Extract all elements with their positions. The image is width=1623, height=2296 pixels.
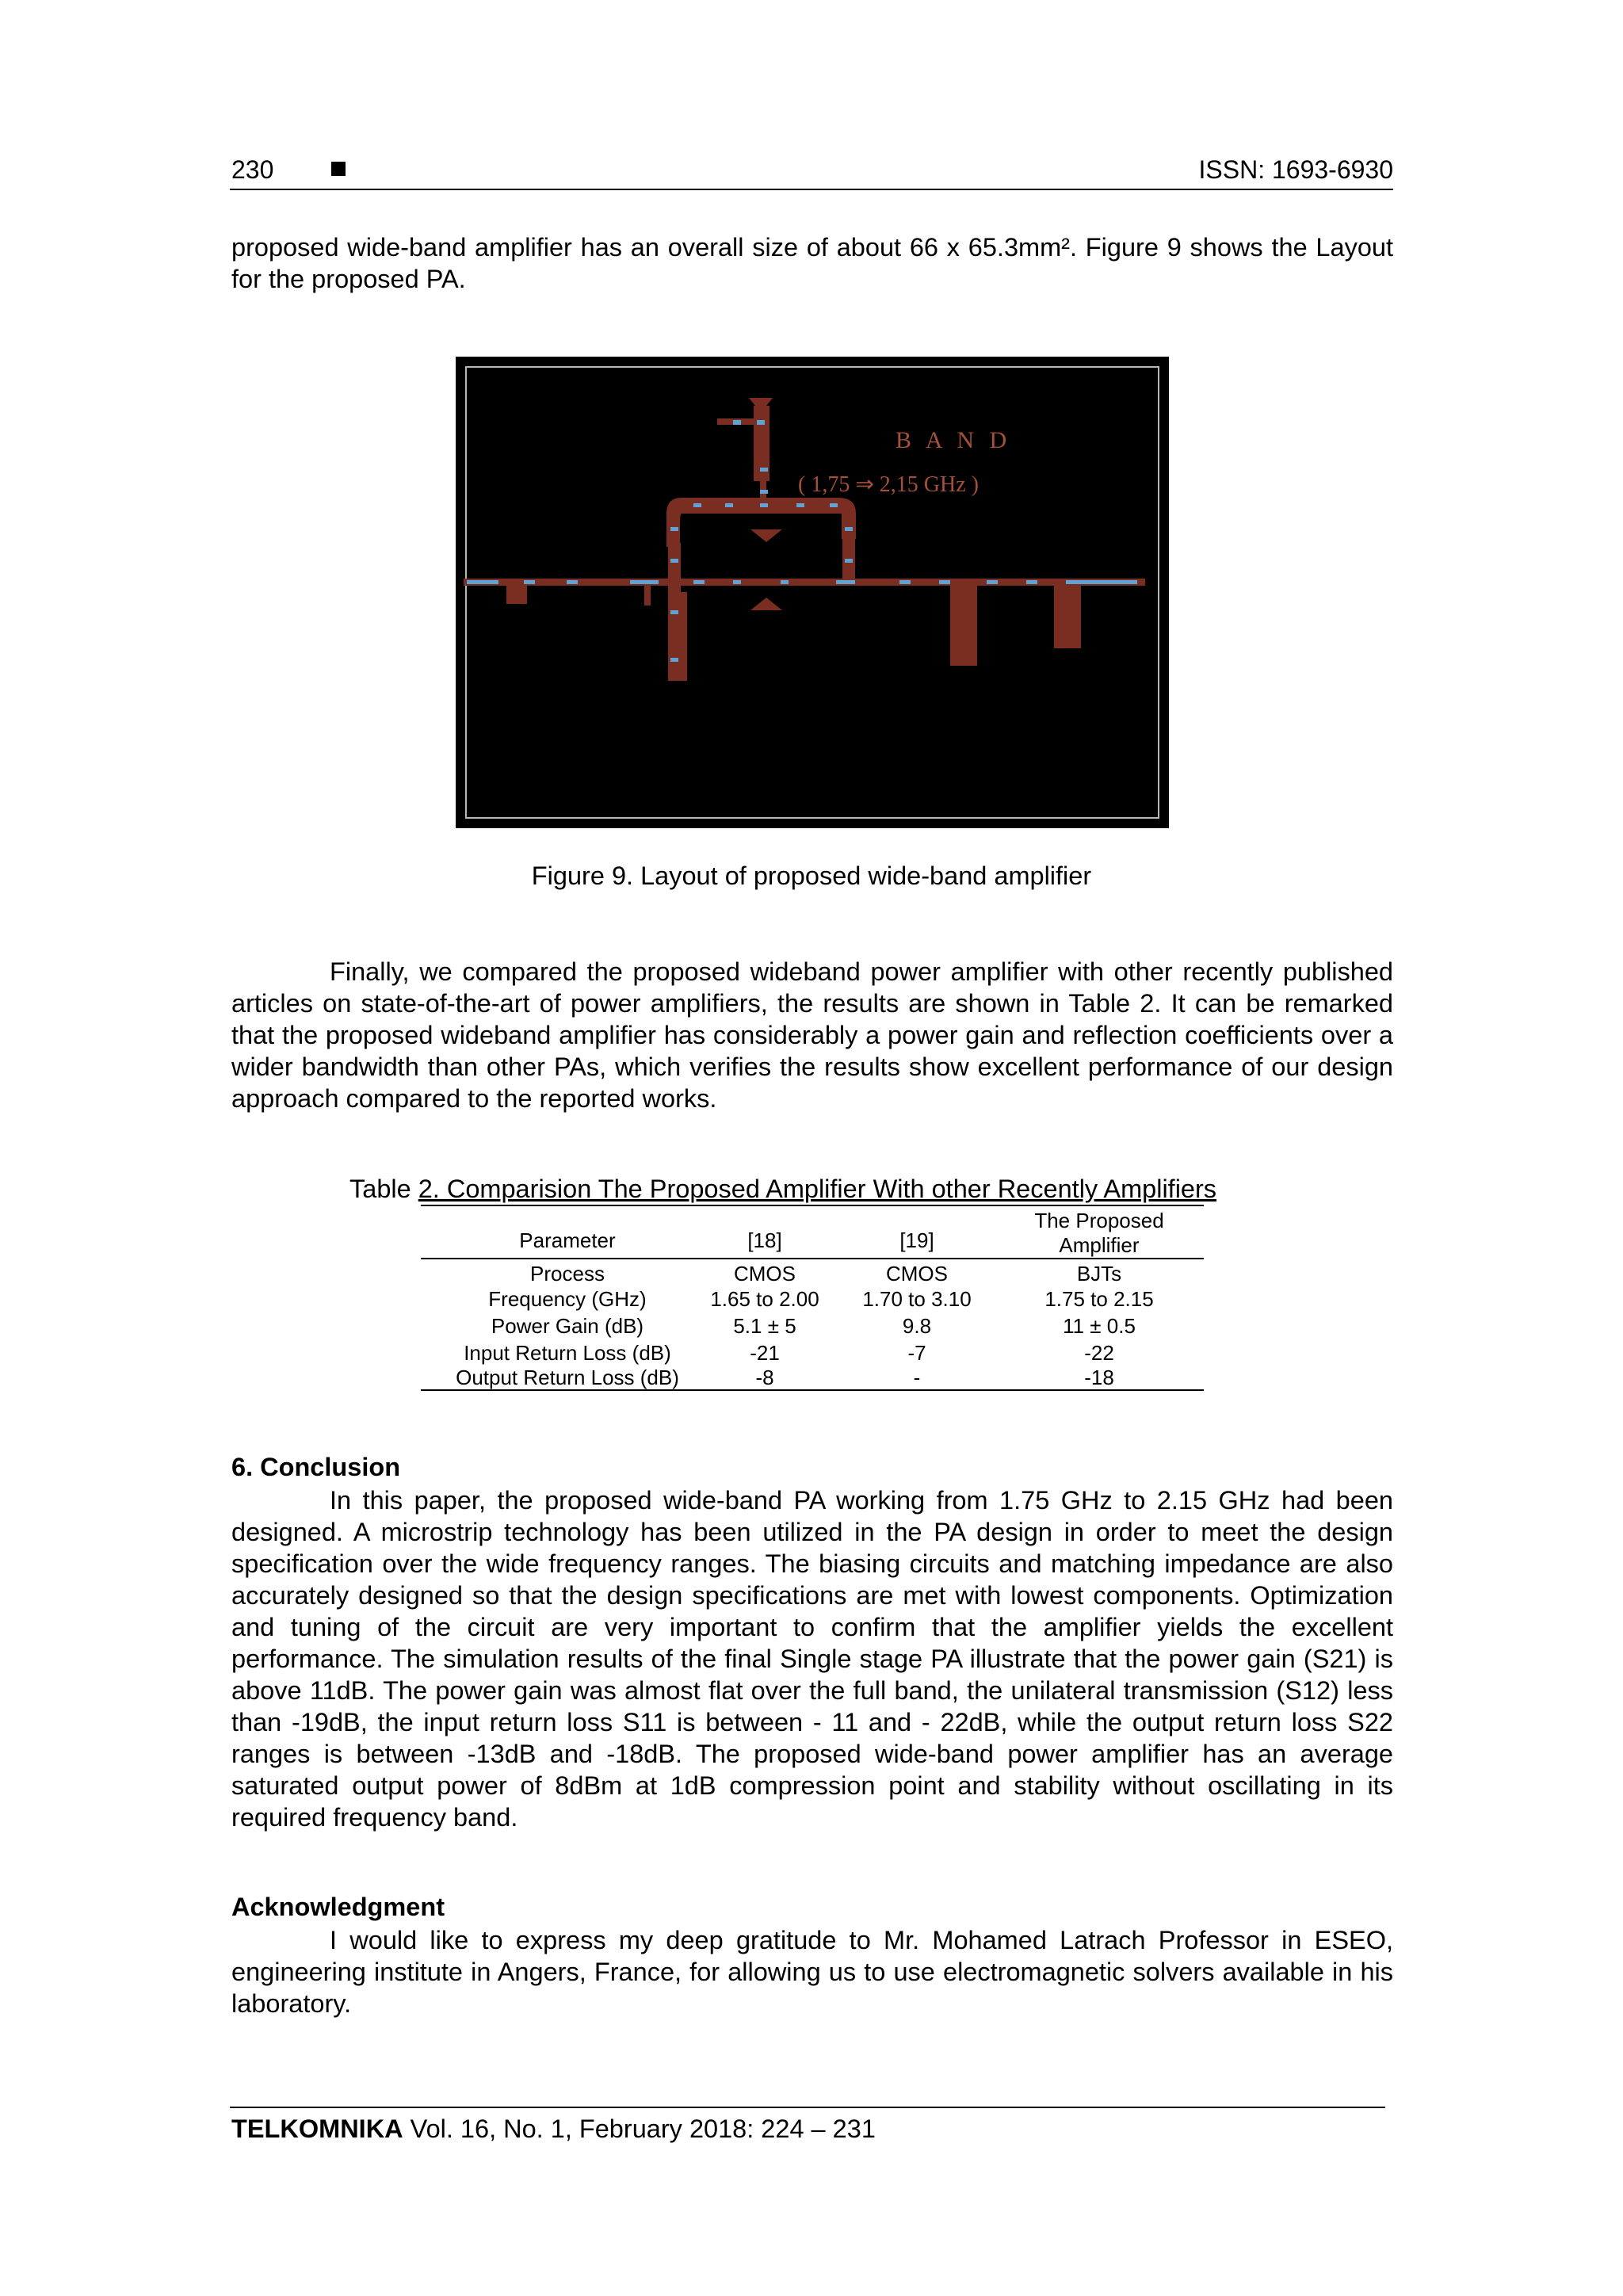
journal-name: TELKOMNIKA [231,2115,403,2143]
table-cell: 1.75 to 2.15 [1044,1287,1154,1311]
table-cell: CMOS [886,1262,948,1286]
footer-rule [230,2107,1385,2108]
header-cell: [18] [747,1228,782,1252]
table-row [421,1341,1204,1366]
table-cell: 1.70 to 3.10 [862,1287,972,1311]
header-cell: Parameter [519,1228,616,1252]
table-cell: 1.65 to 2.00 [710,1287,819,1311]
table-cell: -21 [750,1341,780,1365]
left-small-stub [644,585,651,606]
acknowledgment-heading: Acknowledgment [231,1893,445,1921]
intro-paragraph: proposed wide-band amplifier has an overall size of about 66 x 65.3mm². Figure 9 shows the Layout for the proposed PA. [231,233,1393,293]
header-cell: The Proposed [1034,1209,1164,1232]
table-cell: 11 ± 0.5 [1063,1314,1136,1338]
table-row [421,1314,1204,1339]
comparison-paragraph: Finally, we compared the proposed wideband power amplifier with other recently published articles on state-of-the-art of power amplifiers, the results are shown in Table 2. It can be remarked that the proposed wideband amplifier has considerably a power gain and reflection coefficients over a wider bandwidth than other PAs, which verifies the results show excellent performance of our design approach compared to the reported works. [231,957,1393,1113]
table-header-row-bottom [421,1233,1204,1259]
acknowledgment-paragraph: I would like to express my deep gratitude to Mr. Mohamed Latrach Professor in ESEO, engineering institute in Angers, France, for allowing us to use electromagnetic solvers available in his laboratory. [231,1926,1393,2018]
table-cell: BJTs [1076,1262,1122,1286]
right-stub [1054,585,1081,648]
table-cell: -7 [907,1341,926,1365]
header-cell: [19] [899,1228,934,1252]
table-cell: -22 [1084,1341,1114,1365]
band-range: ( 1,75 ⇒ 2,15 GHz ) [798,472,979,497]
table-cell: Power Gain (dB) [491,1314,644,1338]
table-cell: Output Return Loss (dB) [456,1366,679,1389]
table-cell: Input Return Loss (dB) [464,1341,671,1365]
table-cell: 5.1 ± 5 [733,1314,796,1338]
table-header-row-top [421,1209,1204,1234]
lower-triangle [750,598,782,610]
left-branch-bottom [668,592,687,681]
table-cell: Frequency (GHz) [488,1287,647,1311]
table-cell: -18 [1084,1366,1114,1389]
table-cell: Process [530,1262,605,1286]
table-header-rule [421,1258,1204,1259]
conclusion-paragraph: In this paper, the proposed wide-band PA working from 1.75 GHz to 2.15 GHz had been designed. A microstrip technology has been utilized in the PA design in order to meet the design specification over the wide frequency ranges. The biasing circuits and matching impedance are also accurately designed so that the design specifications are met with lowest components. Optimization and tuning of the circuit are very important to confirm that the amplifier yields the excellent performance. The simulation results of the final Single stage PA illustrate that the power gain (S21) is above 11dB. The power gain was almost flat over the full band, the unilateral transmission (S12) less than -19dB, the input return loss S11 is between - 11 and - 22dB, while the output return loss S22 ranges is between -13dB and -18dB. The proposed wide-band power amplifier has an average saturated output power of 8dBm at 1dB compression point and stability without oscillating in its required frequency band. [231,1486,1393,1832]
pa-layout-drawing [456,357,1169,828]
table-row [421,1287,1204,1312]
table-title-rest: 2. Comparision The Proposed Amplifier With other Recently Amplifiers [418,1175,1217,1203]
header-square-bullet [331,162,346,176]
journal-details: Vol. 16, No. 1, February 2018: 224 – 231 [403,2115,876,2143]
table-cell: CMOS [734,1262,796,1286]
table-cell: - [913,1366,921,1389]
long-stub [950,585,977,666]
upper-triangle [750,529,782,542]
layout-figure [456,357,1169,828]
left-stub [506,585,527,604]
figure-caption: Figure 9. Layout of proposed wide-band amplifier [531,861,1092,890]
conclusion-heading: 6. Conclusion [231,1453,401,1481]
footer [231,2115,876,2144]
page-number: 230 [231,155,274,184]
band-label: B A N D [896,427,1012,453]
table-cell: -8 [755,1366,774,1389]
top-pad [749,398,773,406]
table-title-prefix: Table [349,1175,418,1203]
main-line [464,579,1145,586]
trunk-neck [760,476,766,498]
table-cell: 9.8 [902,1314,932,1338]
table-row [421,1366,1204,1391]
header-rule [230,189,1393,190]
header-cell: Amplifier [1059,1233,1140,1257]
table-title [349,1175,1216,1204]
table-row [421,1262,1204,1287]
issn: ISSN: 1693-6930 [1198,155,1393,184]
table-bottom-rule [421,1389,1204,1391]
table-top-rule [421,1205,1204,1206]
